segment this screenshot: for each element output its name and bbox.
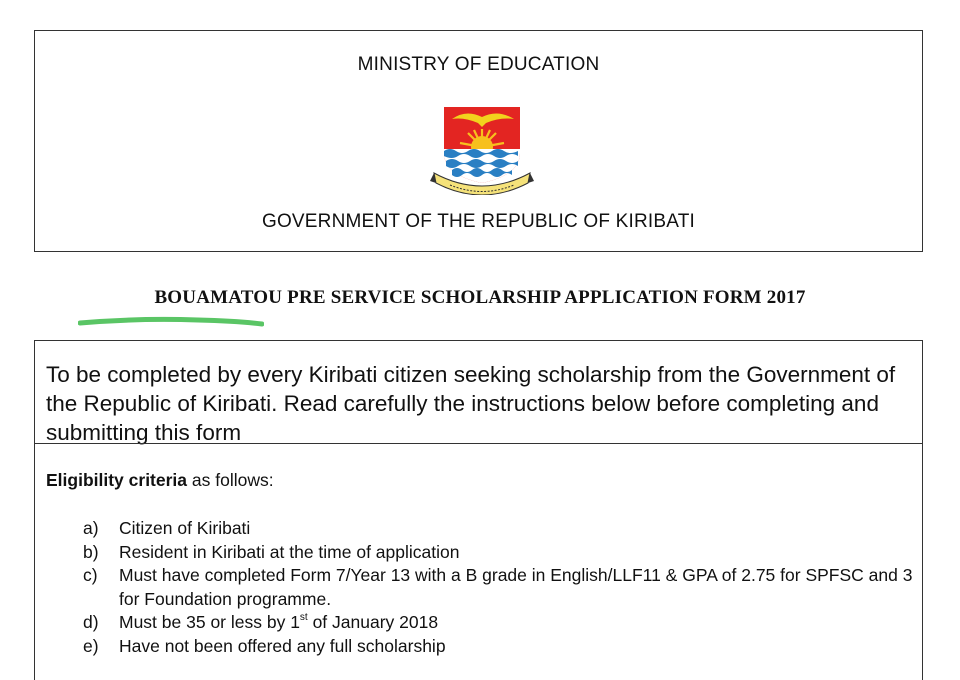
eligibility-suffix: as follows: [187,470,274,490]
green-highlight-stroke [78,316,264,328]
header-box [34,30,923,252]
list-item [83,635,919,659]
list-marker: b) [83,541,99,562]
criterion-text: Must be 35 or less by 1 [119,612,300,632]
divider [35,443,922,444]
criterion-text: Have not been offered any full scholarship [119,635,446,656]
intro-text: To be completed by every Kiribati citizen seeking scholarship from the Government of the Republic of Kiribati. Read carefully the instructions below before completing and submitting this form [46,362,896,445]
list-item [83,564,919,611]
criterion-text: Citizen of Kiribati [119,518,251,538]
form-title: BOUAMATOU PRE SERVICE SCHOLARSHIP APPLICATION FORM 2017 [154,287,806,308]
list-marker: c) [83,565,98,585]
criterion-text: Must have completed Form 7/Year 13 with a B grade in English/LLF11 & GPA of 2.75 for SPFSC and 3 for Foundation programme. [119,565,913,609]
list-item [83,611,919,635]
list-marker: a) [83,518,99,538]
list-item [83,541,919,565]
list-item [83,517,919,541]
ministry-heading: MINISTRY OF EDUCATION [357,54,600,75]
government-heading: GOVERNMENT OF THE REPUBLIC OF KIRIBATI [261,211,696,232]
list-marker: d) [83,612,99,632]
criterion-text-tail: of January 2018 [307,612,439,632]
list-marker: e) [83,635,99,656]
kiribati-coat-of-arms-icon [430,103,534,195]
eligibility-label: Eligibility criteria [46,470,188,490]
criterion-text: Resident in Kiribati at the time of application [119,541,460,562]
instructions-box [34,340,923,680]
eligibility-list [83,517,919,658]
eligibility-heading [46,470,274,491]
ordinal-suffix: st [299,612,308,624]
